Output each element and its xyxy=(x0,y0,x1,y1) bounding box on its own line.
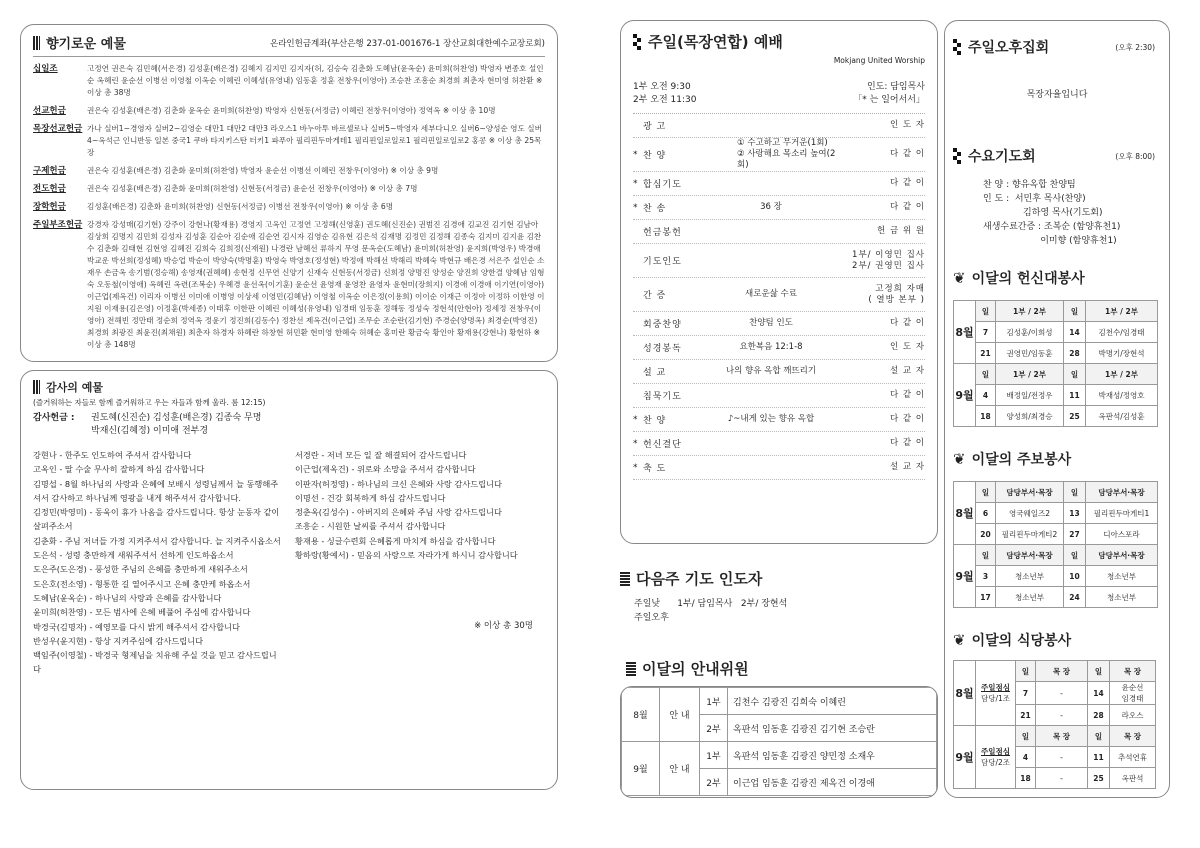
duty-day: 28 xyxy=(1064,343,1086,364)
meal-title: 이달의 식당봉사 xyxy=(971,633,1072,649)
thanks-item: 이근업(제옥건) - 위로와 소망을 주셔서 감사합니다 xyxy=(295,464,476,475)
order-item-person: 인 도 자 xyxy=(889,342,925,352)
thanks-item: 반성우(윤지현) - 항상 지켜주심에 감사드립니다 xyxy=(33,635,204,646)
thanks-total: ※ 이상 총 30명 xyxy=(474,621,533,631)
thanks-verse: (즐거워하는 자들로 함께 즐거워하고 우는 자들과 함께 울라. 롬 12:15) xyxy=(33,398,266,407)
order-item-content: ① 수고하고 무거운(1회) ② 사랑해요 목소리 높여(2회) xyxy=(737,138,836,170)
duty-assignee: 배정일/전정우 xyxy=(996,385,1064,406)
order-item-name: 헌신결단 xyxy=(643,440,682,450)
offering-title: 향기로운 예물 xyxy=(46,37,126,52)
bullet-dot-icon xyxy=(953,148,962,164)
duty-day: 4 xyxy=(1016,747,1036,768)
offering-row xyxy=(33,201,545,213)
thanks-offering-line: 박재신(김혜정) 이미애 전부경 xyxy=(91,426,209,436)
order-item-person: 다 같 이 xyxy=(889,178,925,188)
duty-header-row xyxy=(954,545,1158,566)
offering-names: 권은숙 김성훈(배은경) 김춘화 윤미희(허찬영) 박영자 윤순선 이병선 이혜린 전창우(이영아) ※ 이상 총 9명 xyxy=(87,166,439,175)
order-item-content: 나의 향유 옥합 깨뜨리기 xyxy=(725,366,817,376)
usher-part: 1부 xyxy=(700,742,728,769)
service-time-2: 2부 오전 11:30 xyxy=(633,95,697,105)
order-item-name: 광 고 xyxy=(643,122,667,132)
duty-day: 18 xyxy=(1016,768,1036,789)
service-time-1: 1부 오전 9:30 xyxy=(633,82,691,92)
order-item-content: ♪~내게 있는 향유 옥합 xyxy=(727,414,815,424)
duty-assignee: - xyxy=(1036,747,1088,768)
order-item-person: 다 같 이 xyxy=(889,414,925,424)
duty-col-header: 목 장 xyxy=(1110,661,1156,682)
devotion-table xyxy=(953,300,1158,427)
duty-assignee: 청소년부 xyxy=(996,587,1064,608)
order-item-person: 설 교 자 xyxy=(889,366,925,376)
duty-month: 8월 xyxy=(954,482,976,545)
thanks-column-right xyxy=(295,448,545,677)
duty-col-header: 일 xyxy=(1088,661,1110,682)
order-row xyxy=(633,138,925,172)
duty-col-header: 목 장 xyxy=(1036,726,1088,747)
order-item-content: 36 장 xyxy=(760,202,782,212)
duty-day: 11 xyxy=(1088,747,1110,768)
duty-col-header: 1부 / 2부 xyxy=(996,364,1064,385)
duty-row xyxy=(954,322,1158,343)
wednesday-line: 인 도 : 서민후 목사(찬양) xyxy=(983,194,1086,204)
duty-col-header: 1부 / 2부 xyxy=(1086,301,1158,322)
duty-assignee: - xyxy=(1036,705,1088,726)
afternoon-time: (오후 2:30) xyxy=(1115,42,1155,52)
duty-row xyxy=(954,406,1158,427)
usher-month: 9월 xyxy=(622,742,660,796)
order-item-person: 다 같 이 xyxy=(889,202,925,212)
duty-day: 3 xyxy=(976,566,996,587)
wednesday-line: 이미향 (함양휴천1) xyxy=(983,236,1117,246)
ushers-title: 이달의 안내위원 xyxy=(642,660,749,678)
duty-assignee: 옥판석 xyxy=(1110,768,1156,789)
wednesday-time: (오후 8:00) xyxy=(1115,151,1155,161)
duty-header-row xyxy=(954,301,1158,322)
duty-day: 17 xyxy=(976,587,996,608)
offering-panel xyxy=(20,24,558,362)
thanks-item: 도은호(전소영) - 형통한 길 열어주시고 은혜 충만케 하옵소서 xyxy=(33,578,251,589)
order-row xyxy=(633,336,925,360)
worship-panel xyxy=(620,20,938,544)
duty-row xyxy=(954,524,1158,545)
duty-header-row xyxy=(954,364,1158,385)
duty-row xyxy=(954,503,1158,524)
leaf-icon: ❦ xyxy=(953,630,966,649)
duty-assignee: 윤순선 임경태 xyxy=(1110,682,1156,705)
worship-subtitle: Mokjang United Worship xyxy=(833,56,925,65)
wednesday-line: 찬 양 : 향유옥합 찬양팀 xyxy=(983,180,1076,190)
duty-day: 25 xyxy=(1088,768,1110,789)
stand-note: 「* 는 일어서서」 xyxy=(853,95,925,105)
offering-names: 가나 실버1~경영자 실버2~김영순 대만1 대만2 대만3 라오스1 바누아투 바르셀로나 실버5~박영자 세부다니오 실버6~양성순 영도 실버4~옥석근 인니반등 일본 중국1 쿠바 타지키스탄 터키1 파푸아 필리핀두마게테1 필리핀일로일로1 필리핀일로일로2 홍콩 ※ 이상 총 25목장 xyxy=(87,124,542,157)
bullet-bar-icon xyxy=(620,572,630,586)
offering-label: 선교헌금 xyxy=(33,106,66,116)
usher-names: 이근업 임동훈 김광진 제옥건 이경애 xyxy=(728,769,937,796)
order-item-name: 축 도 xyxy=(643,464,667,474)
thanks-offering-line: 권도혜(신진순) 김성훈(배은경) 김종숙 무명 xyxy=(91,413,262,423)
duty-day: 21 xyxy=(976,343,996,364)
duty-col-header: 1부 / 2부 xyxy=(996,301,1064,322)
order-item-name: 헌금봉헌 xyxy=(643,228,682,238)
order-item-name: 찬 양 xyxy=(643,151,667,161)
devotion-title: 이달의 헌신대봉사 xyxy=(971,271,1085,287)
thanks-item: 이명선 - 건강 회복하게 하심 감사드립니다 xyxy=(295,492,446,503)
bullet-dot-icon xyxy=(953,39,962,55)
duty-assignee: 박명기/장현석 xyxy=(1086,343,1158,364)
usher-part: 2부 xyxy=(700,715,728,742)
order-item-name: 기도인도 xyxy=(643,257,682,267)
order-item-person: 다 같 이 xyxy=(889,390,925,400)
meal-label: 주일점심 xyxy=(981,683,1010,692)
duty-assignee: 김성훈/이희성 xyxy=(996,322,1064,343)
duty-day: 13 xyxy=(1064,503,1086,524)
usher-row xyxy=(622,742,937,769)
duty-assignee: 청소년부 xyxy=(1086,587,1158,608)
offering-label: 목장선교헌금 xyxy=(33,124,83,134)
thanks-item: 도혜남(윤옥순) - 하나님의 사랑과 은혜를 감사합니다 xyxy=(33,592,222,603)
stand-mark: * xyxy=(633,462,638,473)
bulletin-table xyxy=(953,481,1158,608)
duty-col-header: 담당부서·목장 xyxy=(996,545,1064,566)
order-item-name: 성경봉독 xyxy=(643,344,682,354)
usher-month: 8월 xyxy=(622,688,660,742)
duty-assignee: 필리핀두마게티2 xyxy=(996,524,1064,545)
thanks-item: 박경국(김명자) - 예영모를 다시 밝게 해주셔서 감사합니다 xyxy=(33,621,240,632)
offering-label: 주일부조헌금 xyxy=(33,220,83,230)
order-row xyxy=(633,244,925,278)
meal-duty-label xyxy=(976,726,1016,789)
duty-col-header: 일 xyxy=(1064,301,1086,322)
duty-row xyxy=(954,566,1158,587)
offering-label: 전도헌금 xyxy=(33,184,66,194)
offering-row xyxy=(33,123,545,159)
duty-day: 21 xyxy=(1016,705,1036,726)
duty-day: 18 xyxy=(976,406,996,427)
offering-names: 강경자 강성매(김기현) 강주이 강현나(황재용) 경영지 고옥인 고정연 고정해(신영훈) 권도혜(신진순) 권범진 김경애 김교진 김기현 김남아 김상희 김명지 김민희 김성자 김성훈 김순아 김순애 김순연 김시자 김영순 김유현 김은석 김재명 김정민 김정해 김종숙 김지미 김지윤 김찬수 김춘화 김태현 김현영 김혜진 김희숙 김희정(신재원) 나경란 남혜선 류하지 무영 문옥순(도혜남) 윤미희(허찬영) 윤지희(박영우) 박경애 박교운 박선희(정성혜) 박승업 박순이 박양숙(박명훈) 박영숙 박영호(정성현) 박정애 박해선 박해리 박혜숙 박현규 배은경 서은주 설인순 소재우 손금옥 송기범(정승해) 송영재(권혜혜) 송현정 신무연 신양기 신재숙 신현동(서정금) 신희정 양명진 양성순 양진희 양한결 양혜남 임형숙 오동철(이영애) 옥혜린 옥련(조복순) 우혜경 윤선옥(이기훈) 윤순선 윤영재 윤영찬 윤영자 윤현미(장희지) 이경애 이경애 이기연(이영아) 이근업(제옥건) 이리자 이병선 이미애 이병영 이상세 이영민(김혜남) 이영철 이옥순 이은정(이용희) 이이순 이재근 이정아 이정하 이한영 이지원 이재용(김은영) 이정훈(박세종) 이태후 이한판 이혜린 이혜성(유영내) 임경태 임동훈 정해동 정성숙 정현석(안현아) 정세정 전창우(이영아) 전해빈 정만태 정순희 정역옥 정윤기 정진희(김동수) 정찬선 제옥건(이근업) 조무순 조순란(김기현) 주경순(양명옥) 최경순(박영진) 최경희 최광진 최윤진(최채원) 최춘자 하경자 하혜란 하창현 허민환 현미영 한혜숙 허혜순 홍미란 황금숙 황인아 황재용(강현나) 황현하 ※ 이상 총 148명 xyxy=(87,220,545,349)
duty-assignee: 옥판석/김성훈 xyxy=(1086,406,1158,427)
duty-day: 14 xyxy=(1064,322,1086,343)
duty-day: 7 xyxy=(976,322,996,343)
stand-mark: * xyxy=(633,202,638,213)
meal-duty-label xyxy=(976,661,1016,726)
stand-mark: * xyxy=(633,438,638,449)
duty-col-header: 일 xyxy=(1064,364,1086,385)
duty-month: 9월 xyxy=(954,545,976,608)
duty-day: 11 xyxy=(1064,385,1086,406)
duty-assignee: 추석연휴 xyxy=(1110,747,1156,768)
duty-col-header: 목 장 xyxy=(1036,661,1088,682)
order-item-content: 새로운삶 수료 xyxy=(745,289,797,299)
duty-month: 9월 xyxy=(954,726,976,789)
order-item-name: 회중찬양 xyxy=(643,320,682,330)
order-item-name: 설 교 xyxy=(643,368,667,378)
thanks-item: 서경란 - 저녀 모든 일 잘 해결되어 감사드립니다 xyxy=(295,450,467,460)
duty-col-header: 일 xyxy=(976,482,996,503)
order-row xyxy=(633,220,925,244)
offering-row xyxy=(33,105,545,117)
ushers-heading xyxy=(626,658,749,679)
order-item-person: 고정희 자매 ( 열방 본부 ) xyxy=(868,283,925,305)
offering-names: 김성훈(배은경) 김춘화 윤미희(허찬영) 신현동(서정금) 이병선 전창우(이영아) ※ 이상 총 6명 xyxy=(87,202,394,211)
thanks-item: 백임주(이영철) - 박경국 형제님을 치유해 주실 것을 믿고 감사드립니다 xyxy=(33,650,277,675)
offering-row xyxy=(33,219,545,351)
duty-assignee: 영국웨일즈2 xyxy=(996,503,1064,524)
duty-assignee: - xyxy=(1036,768,1088,789)
duty-day: 6 xyxy=(976,503,996,524)
duty-day: 10 xyxy=(1064,566,1086,587)
order-row xyxy=(633,312,925,336)
duty-col-header: 일 xyxy=(1064,482,1086,503)
order-row xyxy=(633,456,925,480)
order-item-name: 찬 양 xyxy=(643,416,667,426)
duty-col-header: 일 xyxy=(976,364,996,385)
leaf-icon: ❦ xyxy=(953,449,966,468)
order-item-person: 다 같 이 xyxy=(889,318,925,328)
thanks-item: 김정민(박영미) - 동욱이 휴가 나옴을 감사드립니다. 항상 눈동자 같이 살펴주소서 xyxy=(33,507,280,532)
order-of-service xyxy=(633,113,925,480)
thanks-item: 윤미희(허찬영) - 모든 범사에 은혜 베풀어 주심에 감사합니다 xyxy=(33,607,251,618)
stand-mark: * xyxy=(633,149,638,160)
order-item-person: 헌 금 위 원 xyxy=(877,226,925,236)
usher-part: 1부 xyxy=(700,688,728,715)
next-prayer-line: 주일오후 xyxy=(634,613,669,623)
order-item-name: 간 증 xyxy=(643,291,667,301)
thanks-item: 도은주(도은경) - 풍성한 주님의 은혜를 충만하게 새워주소서 xyxy=(33,564,248,575)
thanks-item: 조흥순 - 시원한 날씨를 주셔서 감사합니다 xyxy=(295,521,446,532)
meal-sub: 담당/2조 xyxy=(980,758,1011,767)
offering-row xyxy=(33,183,545,195)
duty-col-header: 담당부서·목장 xyxy=(1086,482,1158,503)
offering-row xyxy=(33,63,545,99)
usher-row xyxy=(622,688,937,715)
wednesday-details xyxy=(953,178,1161,248)
duty-col-header: 목 장 xyxy=(1110,726,1156,747)
duty-month: 8월 xyxy=(954,661,976,726)
stand-mark: * xyxy=(633,178,638,189)
bullet-bar-icon xyxy=(33,380,40,394)
ushers-panel xyxy=(620,686,938,798)
offering-label: 구제헌금 xyxy=(33,166,66,176)
usher-group: 안 내 xyxy=(660,688,700,742)
bullet-bar-icon xyxy=(33,36,40,50)
duty-day: 24 xyxy=(1064,587,1086,608)
offering-list xyxy=(33,63,545,351)
thanks-item: 정춘옥(김성수) - 아버지의 은혜와 주님 사랑 감사드립니다 xyxy=(295,507,502,518)
leaf-icon: ❦ xyxy=(953,268,966,287)
thanks-item: 황하랑(황예서) - 믿음의 사랑으로 자라가게 하시니 감사합니다 xyxy=(295,550,518,561)
order-row xyxy=(633,114,925,138)
duty-row xyxy=(954,385,1158,406)
next-prayer-section xyxy=(620,568,938,625)
thanks-item: 고옥인 - 딸 수술 무사히 잘하게 하심 감사합니다 xyxy=(33,464,205,475)
order-row xyxy=(633,278,925,312)
usher-group: 안 내 xyxy=(660,742,700,796)
order-row xyxy=(633,432,925,456)
duty-header-row xyxy=(954,482,1158,503)
duty-assignee: 양성희/최경승 xyxy=(996,406,1064,427)
duty-col-header: 일 xyxy=(976,545,996,566)
duty-header-row xyxy=(954,726,1156,747)
order-row xyxy=(633,172,925,196)
duty-header-row xyxy=(954,661,1156,682)
meal-table xyxy=(953,660,1156,789)
wednesday-line: 새생수료간증 : 조복순 (함양휴천1) xyxy=(983,222,1121,232)
meal-sub: 담당/1조 xyxy=(980,694,1011,703)
thanks-title: 감사의 예물 xyxy=(46,381,103,394)
order-item-person: 1부/ 이영민 집사 2부/ 권영민 집사 xyxy=(852,249,925,271)
thanks-column-left xyxy=(33,448,283,677)
thanks-offering xyxy=(33,412,545,438)
order-item-name: 합심기도 xyxy=(643,180,682,190)
duty-day: 25 xyxy=(1064,406,1086,427)
duty-col-header: 담당부서·목장 xyxy=(1086,545,1158,566)
order-item-person: 다 같 이 xyxy=(889,149,925,159)
duty-col-header: 일 xyxy=(1088,726,1110,747)
right-panel xyxy=(944,20,1170,798)
duty-day: 14 xyxy=(1088,682,1110,705)
thanks-item: 이판자(허정영) - 하나님의 크신 은혜와 사랑 감사드립니다 xyxy=(295,478,502,489)
duty-assignee: 디아스포라 xyxy=(1086,524,1158,545)
wednesday-line: 김하영 목사(기도회) xyxy=(983,208,1103,218)
order-row xyxy=(633,360,925,384)
order-item-name: 침묵기도 xyxy=(643,392,682,402)
thanks-panel xyxy=(20,370,558,790)
thanks-item: 도은석 - 성령 충만하게 새워주셔서 선하게 인도하옵소서 xyxy=(33,550,234,561)
worship-leader: 인도: 담임목사 xyxy=(866,82,925,92)
duty-row xyxy=(954,587,1158,608)
offering-names: 권은숙 김성훈(배은경) 김춘화 윤미희(허찬영) 신현동(서정금) 윤순선 전창우(이영아) ※ 이상 총 7명 xyxy=(87,184,418,193)
order-item-content: 요한복음 12:1-8 xyxy=(739,342,803,352)
duty-col-header: 일 xyxy=(1064,545,1086,566)
offering-names: 권은숙 김성훈(배은경) 김춘화 윤옥순 윤미희(허찬영) 박영자 신현동(서정금) 이혜린 전창우(이영아) 정역옥 ※ 이상 총 10명 xyxy=(87,106,496,115)
duty-day: 7 xyxy=(1016,682,1036,705)
duty-day: 27 xyxy=(1064,524,1086,545)
thanks-offering-label: 감사헌금 : xyxy=(33,413,75,423)
order-item-content: 찬양팀 인도 xyxy=(749,318,793,328)
worship-title: 주일(목장연합) 예배 xyxy=(648,33,783,51)
duty-row xyxy=(954,343,1158,364)
offering-row xyxy=(33,165,545,177)
usher-part: 2부 xyxy=(700,769,728,796)
duty-col-header: 일 xyxy=(1016,726,1036,747)
usher-names: 김천수 김광진 김희숙 이혜린 xyxy=(728,688,937,715)
duty-assignee: 청소년부 xyxy=(1086,566,1158,587)
duty-assignee: 박재성/정영호 xyxy=(1086,385,1158,406)
account-info: 온라인헌금계좌(부산은행 237-01-001676-1 장산교회대한예수교장로회) xyxy=(270,38,545,49)
duty-col-header: 1부 / 2부 xyxy=(1086,364,1158,385)
duty-month: 9월 xyxy=(954,364,976,427)
duty-assignee: 김천수/임경태 xyxy=(1086,322,1158,343)
order-item-person: 설 교 자 xyxy=(889,462,925,472)
duty-day: 20 xyxy=(976,524,996,545)
bulletin-title: 이달의 주보봉사 xyxy=(971,452,1072,468)
next-prayer-title: 다음주 기도 인도자 xyxy=(636,570,763,588)
next-prayer-line: 주일낮 1부/ 담임목사 2부/ 장현석 xyxy=(634,599,788,609)
duty-day: 4 xyxy=(976,385,996,406)
duty-day: 28 xyxy=(1088,705,1110,726)
afternoon-text: 목장자율입니다 xyxy=(1026,90,1088,100)
thanks-item: 김춘화 - 주님 저녀들 가정 지켜주셔서 감사합니다. 늘 지켜주시옵소서 xyxy=(33,535,281,546)
offering-header xyxy=(33,33,545,57)
order-item-person: 인 도 자 xyxy=(889,120,925,130)
order-row xyxy=(633,384,925,408)
thanks-item: 김명섭 - 8월 하나님의 사랑과 은혜에 보배시 성령님께서 늘 동행해주셔서 감사하고 하나님께 영광을 내게 해주셔서 감사합니다. xyxy=(33,478,279,503)
duty-assignee: 권영민/임동훈 xyxy=(996,343,1064,364)
bullet-bar-icon xyxy=(626,662,636,676)
offering-label: 십일조 xyxy=(33,64,58,74)
duty-col-header: 일 xyxy=(1016,661,1036,682)
order-item-name: 찬 송 xyxy=(643,204,667,214)
usher-names: 옥판석 임동훈 김광진 양민정 소재우 xyxy=(728,742,937,769)
duty-assignee: 청소년부 xyxy=(996,566,1064,587)
offering-label: 장학헌금 xyxy=(33,202,66,212)
meal-label: 주일점심 xyxy=(981,747,1010,756)
thanks-item: 강현나 - 한주도 인도하여 주셔서 감사합니다 xyxy=(33,450,192,460)
order-item-person: 다 같 이 xyxy=(889,438,925,448)
order-row xyxy=(633,196,925,220)
duty-assignee: 필리핀두마게티1 xyxy=(1086,503,1158,524)
ushers-table xyxy=(621,687,937,796)
duty-assignee: - xyxy=(1036,682,1088,705)
thanks-item: 황재용 - 싱글수련회 은혜롭게 마치게 하심을 감사합니다 xyxy=(295,535,496,546)
afternoon-title: 주일오후집회 xyxy=(968,40,1050,56)
duty-col-header: 담당부서·목장 xyxy=(996,482,1064,503)
duty-col-header: 일 xyxy=(976,301,996,322)
stand-mark: * xyxy=(633,414,638,425)
usher-names: 옥판석 임동훈 김광진 김기현 조승란 xyxy=(728,715,937,742)
duty-month: 8월 xyxy=(954,301,976,364)
offering-names: 고정연 권은숙 김민혜(서은경) 김성훈(배은경) 김혜지 김지민 김지자(허, 김승숙 김춘화 도혜남(윤옥순) 윤미희(허찬영) 박영자 변종호 설인순 옥혜린 윤순선 이병선 이영철 이옥순 이혜린 이혜성(유영내) 임동훈 정훈 전창우(이영아) 조승찬 조흥순 최경희 최춘자 현미영 허찬환 ※ 이상 총 38명 xyxy=(87,64,544,97)
bullet-dot-icon xyxy=(633,34,642,50)
order-row xyxy=(633,408,925,432)
duty-assignee: 라오스 xyxy=(1110,705,1156,726)
wednesday-title: 수요기도회 xyxy=(968,149,1036,165)
